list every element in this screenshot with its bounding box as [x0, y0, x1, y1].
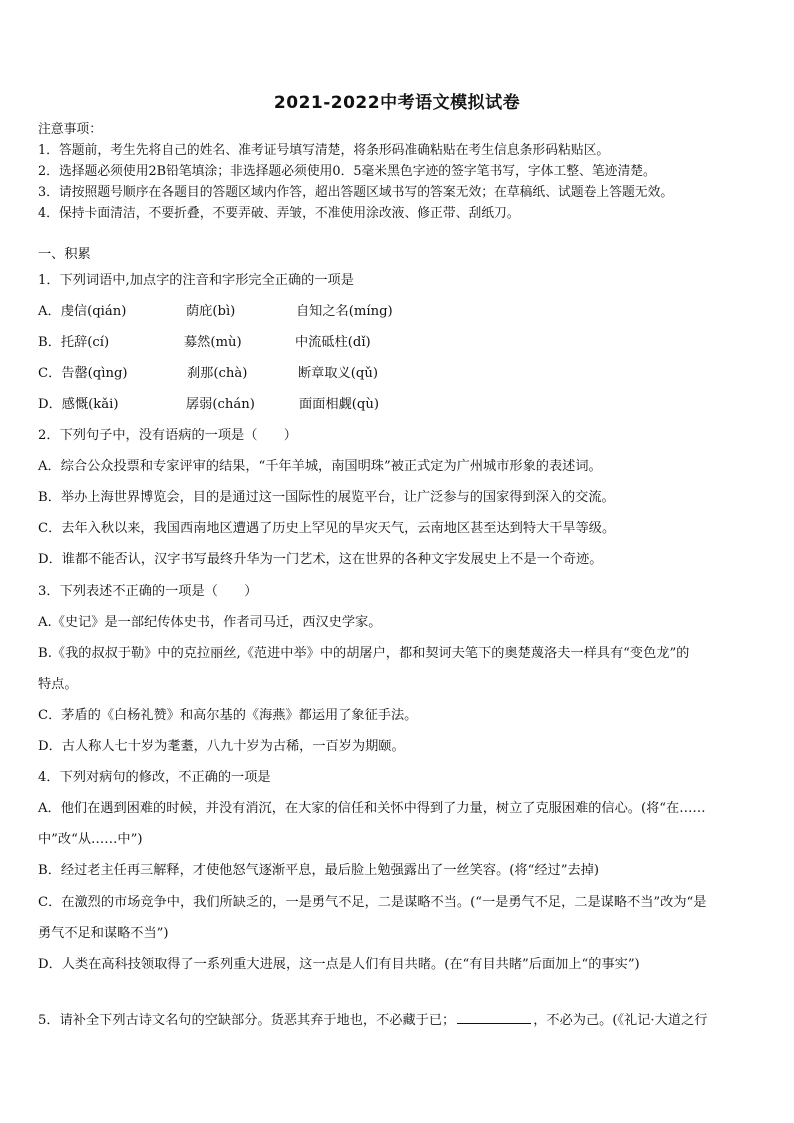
option-term: 自知之名(míng) — [296, 304, 393, 319]
question-3-option-b-cont: 特点。 — [38, 677, 78, 692]
question-4-option-a-cont: 中”改“从……中”) — [38, 832, 143, 847]
option-term: 孱弱(chán) — [186, 397, 255, 412]
answer-blank[interactable] — [457, 1011, 531, 1024]
question-2-option-a: A．综合公众投票和专家评审的结果，“千年羊城，南国明珠”被正式定为广州城市形象的表述词。 — [38, 459, 602, 474]
question-3-option-a: A.《史记》是一部纪传体史书，作者司马迁，西汉史学家。 — [38, 615, 382, 630]
question-3-option-d: D．古人称人七十岁为耄耋，八九十岁为古稀，一百岁为期颐。 — [38, 739, 405, 754]
option-term: 中流砥柱(dǐ) — [295, 335, 371, 350]
question-5-text-before: 5．请补全下列古诗文名句的空缺部分。货恶其弃于地也，不必藏于已； — [38, 1013, 456, 1028]
option-term: 面面相觑(qù) — [299, 397, 379, 412]
notice-item: 2．选择题必须使用2B铅笔填涂；非选择题必须使用0．5毫米黑色字迹的签字笔书写，字体工整、笔迹清楚。 — [38, 164, 656, 179]
option-term: C．告罄(qìng) — [38, 366, 128, 381]
question-1-option-b — [38, 335, 371, 351]
question-2-option-c: C．去年入秋以来，我国西南地区遭遇了历史上罕见的旱灾天气，云南地区甚至达到特大干旱等级。 — [38, 521, 616, 536]
question-4-stem: 4．下列对病句的修改，不正确的一项是 — [38, 770, 271, 785]
question-4-option-d: D．人类在高科技领取得了一系列重大进展，这一点是人们有目共睹。(在“有目共睹”后面加上“的事实”) — [38, 957, 640, 972]
page-title: 2021-2022中考语文模拟试卷 — [273, 93, 521, 113]
section-heading: 一、积累 — [38, 247, 91, 262]
option-term: 断章取义(qǔ) — [298, 366, 378, 381]
option-term: D．感慨(kǎi) — [38, 397, 119, 412]
notice-item: 3．请按照题号顺序在各题目的答题区域内作答，超出答题区域书写的答案无效；在草稿纸、试题卷上答题无效。 — [38, 185, 674, 200]
question-5-text-after: ，不必为己。(《礼记·大道之行 — [533, 1013, 708, 1028]
option-term: 募然(mù) — [184, 335, 242, 350]
question-5-stem — [38, 1011, 707, 1029]
question-4-option-b: B．经过老主任再三解释，才使他怒气逐渐平息，最后脸上勉强露出了一丝笑容。(将“经过”去掉) — [38, 863, 599, 878]
question-1-option-d — [38, 397, 379, 413]
question-2-option-b: B．举办上海世界博览会，目的是通过这一国际性的展览平台，让广泛参与的国家得到深入的交流。 — [38, 490, 615, 505]
option-term: B．托辞(cí) — [38, 335, 110, 350]
question-1-stem: 1．下列词语中,加点字的注音和字形完全正确的一项是 — [38, 273, 354, 288]
question-3-option-c: C．茅盾的《白杨礼赞》和高尔基的《海燕》都运用了象征手法。 — [38, 708, 418, 723]
question-1-option-a — [38, 304, 393, 320]
notice-heading: 注意事项： — [38, 122, 102, 137]
option-term: 刹那(chà) — [187, 366, 248, 381]
option-term: 荫庇(bì) — [186, 304, 236, 319]
question-4-option-c-cont: 勇气不足和谋略不当”) — [38, 926, 169, 941]
notice-item: 1．答题前，考生先将自己的姓名、准考证号填写清楚，将条形码准确粘贴在考生信息条形码粘贴区。 — [38, 143, 610, 158]
notice-item: 4．保持卡面清洁，不要折叠，不要弄破、弄皱，不准使用涂改液、修正带、刮纸刀。 — [38, 206, 520, 221]
question-4-option-c: C．在激烈的市场竞争中，我们所缺乏的，一是勇气不足，二是谋略不当。(“一是勇气不足，二是谋略不当”改为“是 — [38, 895, 707, 910]
question-1-option-c — [38, 366, 378, 382]
question-3-stem: 3．下列表述不正确的一项是（ ） — [38, 584, 258, 599]
question-2-stem: 2．下列句子中，没有语病的一项是（ ） — [38, 428, 297, 443]
question-2-option-d: D．谁都不能否认，汉字书写最终升华为一门艺术，这在世界的各种文字发展史上不是一个奇迹。 — [38, 552, 603, 567]
question-4-option-a: A．他们在遇到困难的时候，并没有消沉，在大家的信任和关怀中得到了力量，树立了克服困难的信心。(将“在…… — [38, 801, 706, 816]
option-term: A．虔信(qián) — [38, 304, 127, 319]
question-3-option-b: B.《我的叔叔于勒》中的克拉丽丝,《范进中举》中的胡屠户，都和契诃夫笔下的奥楚蔑洛夫一样具有“变色龙”的 — [38, 646, 690, 661]
